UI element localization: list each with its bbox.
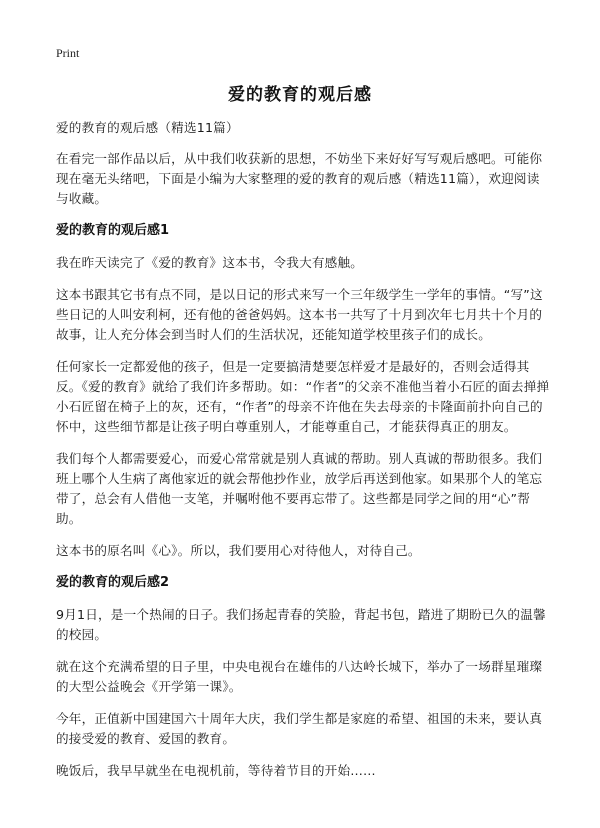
page-title: 爱的教育的观后感 xyxy=(228,85,372,105)
section-heading: 爱的教育的观后感1 xyxy=(56,223,170,238)
body-paragraph: 这本书的原名叫《心》。所以，我们要用心对待他人，对待自己。 xyxy=(56,543,421,558)
body-paragraph: 9月1日，是一个热闹的日子。我们扬起青春的笑脸，背起书包，踏进了期盼已久的温馨的校园。 xyxy=(56,607,546,642)
article-subtitle: 爱的教育的观后感（精选11篇） xyxy=(56,120,239,135)
body-paragraph: 任何家长一定都爱他的孩子，但是一定要搞清楚要怎样爱才是最好的，否则会适得其反。《爱的教育》就给了我们许多帮助。如：“作者”的父亲不准他当着小石匠的面去掸掸小石匠留在椅子上的灰，还有，“作者”的母亲不许他在失去母亲的卡隆面前扑向自己的怀中，这些细节都是让孩子明白尊重别人，才能尊重自己，才能获得真正的朋友。 xyxy=(56,359,550,434)
article-body xyxy=(56,118,552,793)
section-heading: 爱的教育的观后感2 xyxy=(56,575,170,590)
body-paragraph: 晚饭后，我早早就坐在电视机前，等待着节目的开始…… xyxy=(56,763,376,778)
body-paragraph: 就在这个充满希望的日子里，中央电视台在雄伟的八达岭长城下，举办了一场群星璀璨的大型公益晚会《开学第一课》。 xyxy=(56,659,543,694)
body-paragraph: 我们每个人都需要爱心，而爱心常常就是别人真诚的帮助。别人真诚的帮助很多。我们班上哪个人生病了离他家近的就会帮他抄作业，放学后再送到他家。如果那个人的笔忘带了，总会有人借他一支笔，并嘱咐他不要再忘带了。这些都是同学之间的用“心”帮助。 xyxy=(56,451,543,526)
body-paragraph: 今年，正值新中国建国六十周年大庆，我们学生都是家庭的希望、祖国的未来，要认真的接受爱的教育、爱国的教育。 xyxy=(56,711,543,746)
intro-paragraph: 在看完一部作品以后，从中我们收获新的思想，不妨坐下来好好写写观后感吧。可能你现在毫无头绪吧，下面是小编为大家整理的爱的教育的观后感（精选11篇），欢迎阅读与收藏。 xyxy=(56,151,543,206)
print-link[interactable]: Print xyxy=(56,46,80,60)
body-paragraph: 这本书跟其它书有点不同，是以日记的形式来写一个三年级学生一学年的事情。“写”这些日记的人叫安利柯，还有他的爸爸妈妈。这本书一共写了十月到次年七月共十个月的故事，让人充分体会到当时人们的生活状况，还能知道学校里孩子们的成长。 xyxy=(56,287,543,342)
body-paragraph: 我在昨天读完了《爱的教育》这本书，令我大有感触。 xyxy=(56,255,364,270)
